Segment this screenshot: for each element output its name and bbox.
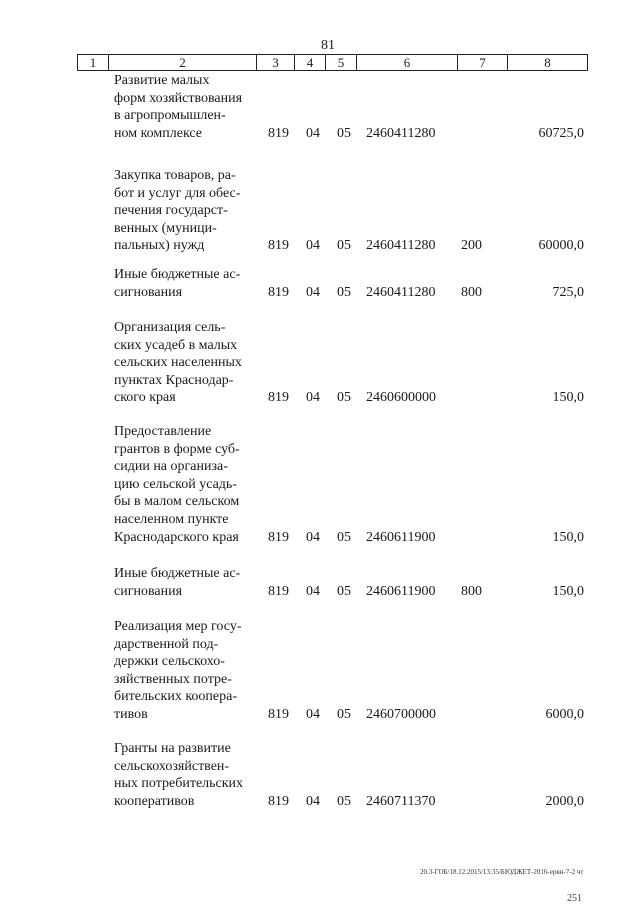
row-subsection: 05 [337, 529, 351, 545]
row-code: 819 [268, 529, 289, 545]
row-name-line: держки сельскохо- [114, 654, 225, 670]
row-section: 04 [306, 529, 320, 545]
header-col-7: 7 [458, 55, 508, 70]
row-name-line: сельских населенных [114, 355, 242, 371]
row-target-code: 2460411280 [366, 284, 436, 300]
row-name-line: бительских коопера- [114, 689, 237, 705]
row-name-line: Закупка товаров, ра- [114, 168, 236, 183]
row-code: 819 [268, 125, 289, 141]
row-target-code: 2460611900 [366, 529, 436, 545]
row-subsection: 05 [337, 284, 351, 300]
row-name-line: Иные бюджетные ас- [114, 566, 241, 581]
row-name-line: сигнования [114, 284, 183, 300]
header-col-2: 2 [109, 55, 257, 70]
row-sum: 6000,0 [545, 707, 584, 722]
table-header [77, 54, 588, 71]
row-subsection: 05 [337, 238, 351, 254]
row-name-line: Развитие малых [114, 73, 210, 88]
row-name-line: дарственной под- [114, 636, 219, 652]
row-expense-type: 800 [461, 284, 482, 300]
row-name-line: в агропромышлен- [114, 108, 226, 124]
row-section: 04 [306, 238, 320, 254]
row-sum: 150,0 [552, 583, 584, 599]
row-name [114, 319, 252, 407]
row-name-line: сельскохозяйствен- [114, 758, 230, 774]
row-code: 819 [268, 238, 289, 254]
row-section: 04 [306, 125, 320, 141]
row-name-line: форм хозяйствования [114, 90, 243, 106]
row-sum: 150,0 [552, 529, 584, 545]
row-name-line: бот и услуг для обес- [114, 185, 241, 201]
row-code: 819 [268, 793, 289, 809]
row-target-code: 2460700000 [366, 707, 436, 722]
row-name [114, 740, 252, 810]
row-section: 04 [306, 707, 320, 722]
row-name-line: пунктах Краснодар- [114, 372, 234, 388]
row-name-line: венных (муници- [114, 220, 217, 236]
row-sum: 60725,0 [538, 125, 584, 141]
row-name [114, 565, 252, 600]
row-name-line: печения государст- [114, 203, 228, 219]
row-name-line: цию сельской усадь- [114, 476, 237, 492]
row-section: 04 [306, 284, 320, 300]
header-col-8: 8 [544, 55, 551, 70]
row-code: 819 [268, 390, 289, 406]
row-sum: 2000,0 [545, 793, 584, 809]
header-col-1: 1 [78, 55, 109, 70]
row-target-code: 2460411280 [366, 238, 436, 254]
row-section: 04 [306, 793, 320, 809]
row-name-line: тивов [114, 706, 148, 722]
row-subsection: 05 [337, 793, 351, 809]
row-name-line: сидии на организа- [114, 459, 228, 475]
header-col-6: 6 [357, 55, 458, 70]
row-name-line: ных потребительских [114, 776, 244, 792]
row-target-code: 2460600000 [366, 390, 436, 406]
row-name-line: Реализация мер госу- [114, 619, 242, 634]
row-section: 04 [306, 390, 320, 406]
row-name-line: грантов в форме суб- [114, 441, 240, 457]
row-name-line: пальных) нужд [114, 238, 205, 254]
row-subsection: 05 [337, 707, 351, 722]
row-name-line: зяйственных потре- [114, 671, 232, 687]
row-name-line: Организация сель- [114, 320, 226, 335]
row-sum: 725,0 [552, 284, 584, 300]
header-col-3: 3 [257, 55, 295, 70]
row-name-line: Краснодарского края [114, 529, 239, 545]
row-name-line: Предоставление [114, 424, 212, 439]
row-target-code: 2460611900 [366, 583, 436, 599]
row-section: 04 [306, 583, 320, 599]
row-name-line: ских усадеб в малых [114, 337, 238, 353]
row-name [114, 266, 252, 301]
row-target-code: 2460711370 [366, 793, 436, 809]
row-name-line: бы в малом сельском [114, 494, 240, 510]
row-name-line: сигнования [114, 583, 183, 599]
row-code: 819 [268, 284, 289, 300]
row-name [114, 618, 252, 724]
footer-note: 20.3-ГОБ/18.12.2015/13:35/БЮДЖЕТ-2016-ервн-7-2 чт [420, 868, 584, 876]
row-name-line: Иные бюджетные ас- [114, 267, 241, 282]
header-col-5: 5 [326, 55, 357, 70]
row-name [114, 167, 252, 255]
row-expense-type: 800 [461, 583, 482, 599]
row-target-code: 2460411280 [366, 125, 436, 141]
row-name-line: кооперативов [114, 793, 195, 809]
row-code: 819 [268, 583, 289, 599]
row-sum: 60000,0 [538, 238, 584, 254]
row-name [114, 72, 252, 142]
row-name-line: населенном пункте [114, 511, 229, 527]
corner-mark: 251 [567, 893, 582, 904]
row-sum: 150,0 [552, 390, 584, 406]
row-name-line: Гранты на развитие [114, 741, 231, 756]
page-number: 81 [321, 38, 335, 53]
row-name-line: ского края [114, 390, 176, 406]
row-subsection: 05 [337, 125, 351, 141]
row-expense-type: 200 [461, 238, 482, 254]
row-name [114, 423, 252, 546]
row-subsection: 05 [337, 583, 351, 599]
row-code: 819 [268, 707, 289, 722]
row-name-line: ном комплексе [114, 125, 203, 141]
header-col-4: 4 [295, 55, 326, 70]
row-subsection: 05 [337, 390, 351, 406]
